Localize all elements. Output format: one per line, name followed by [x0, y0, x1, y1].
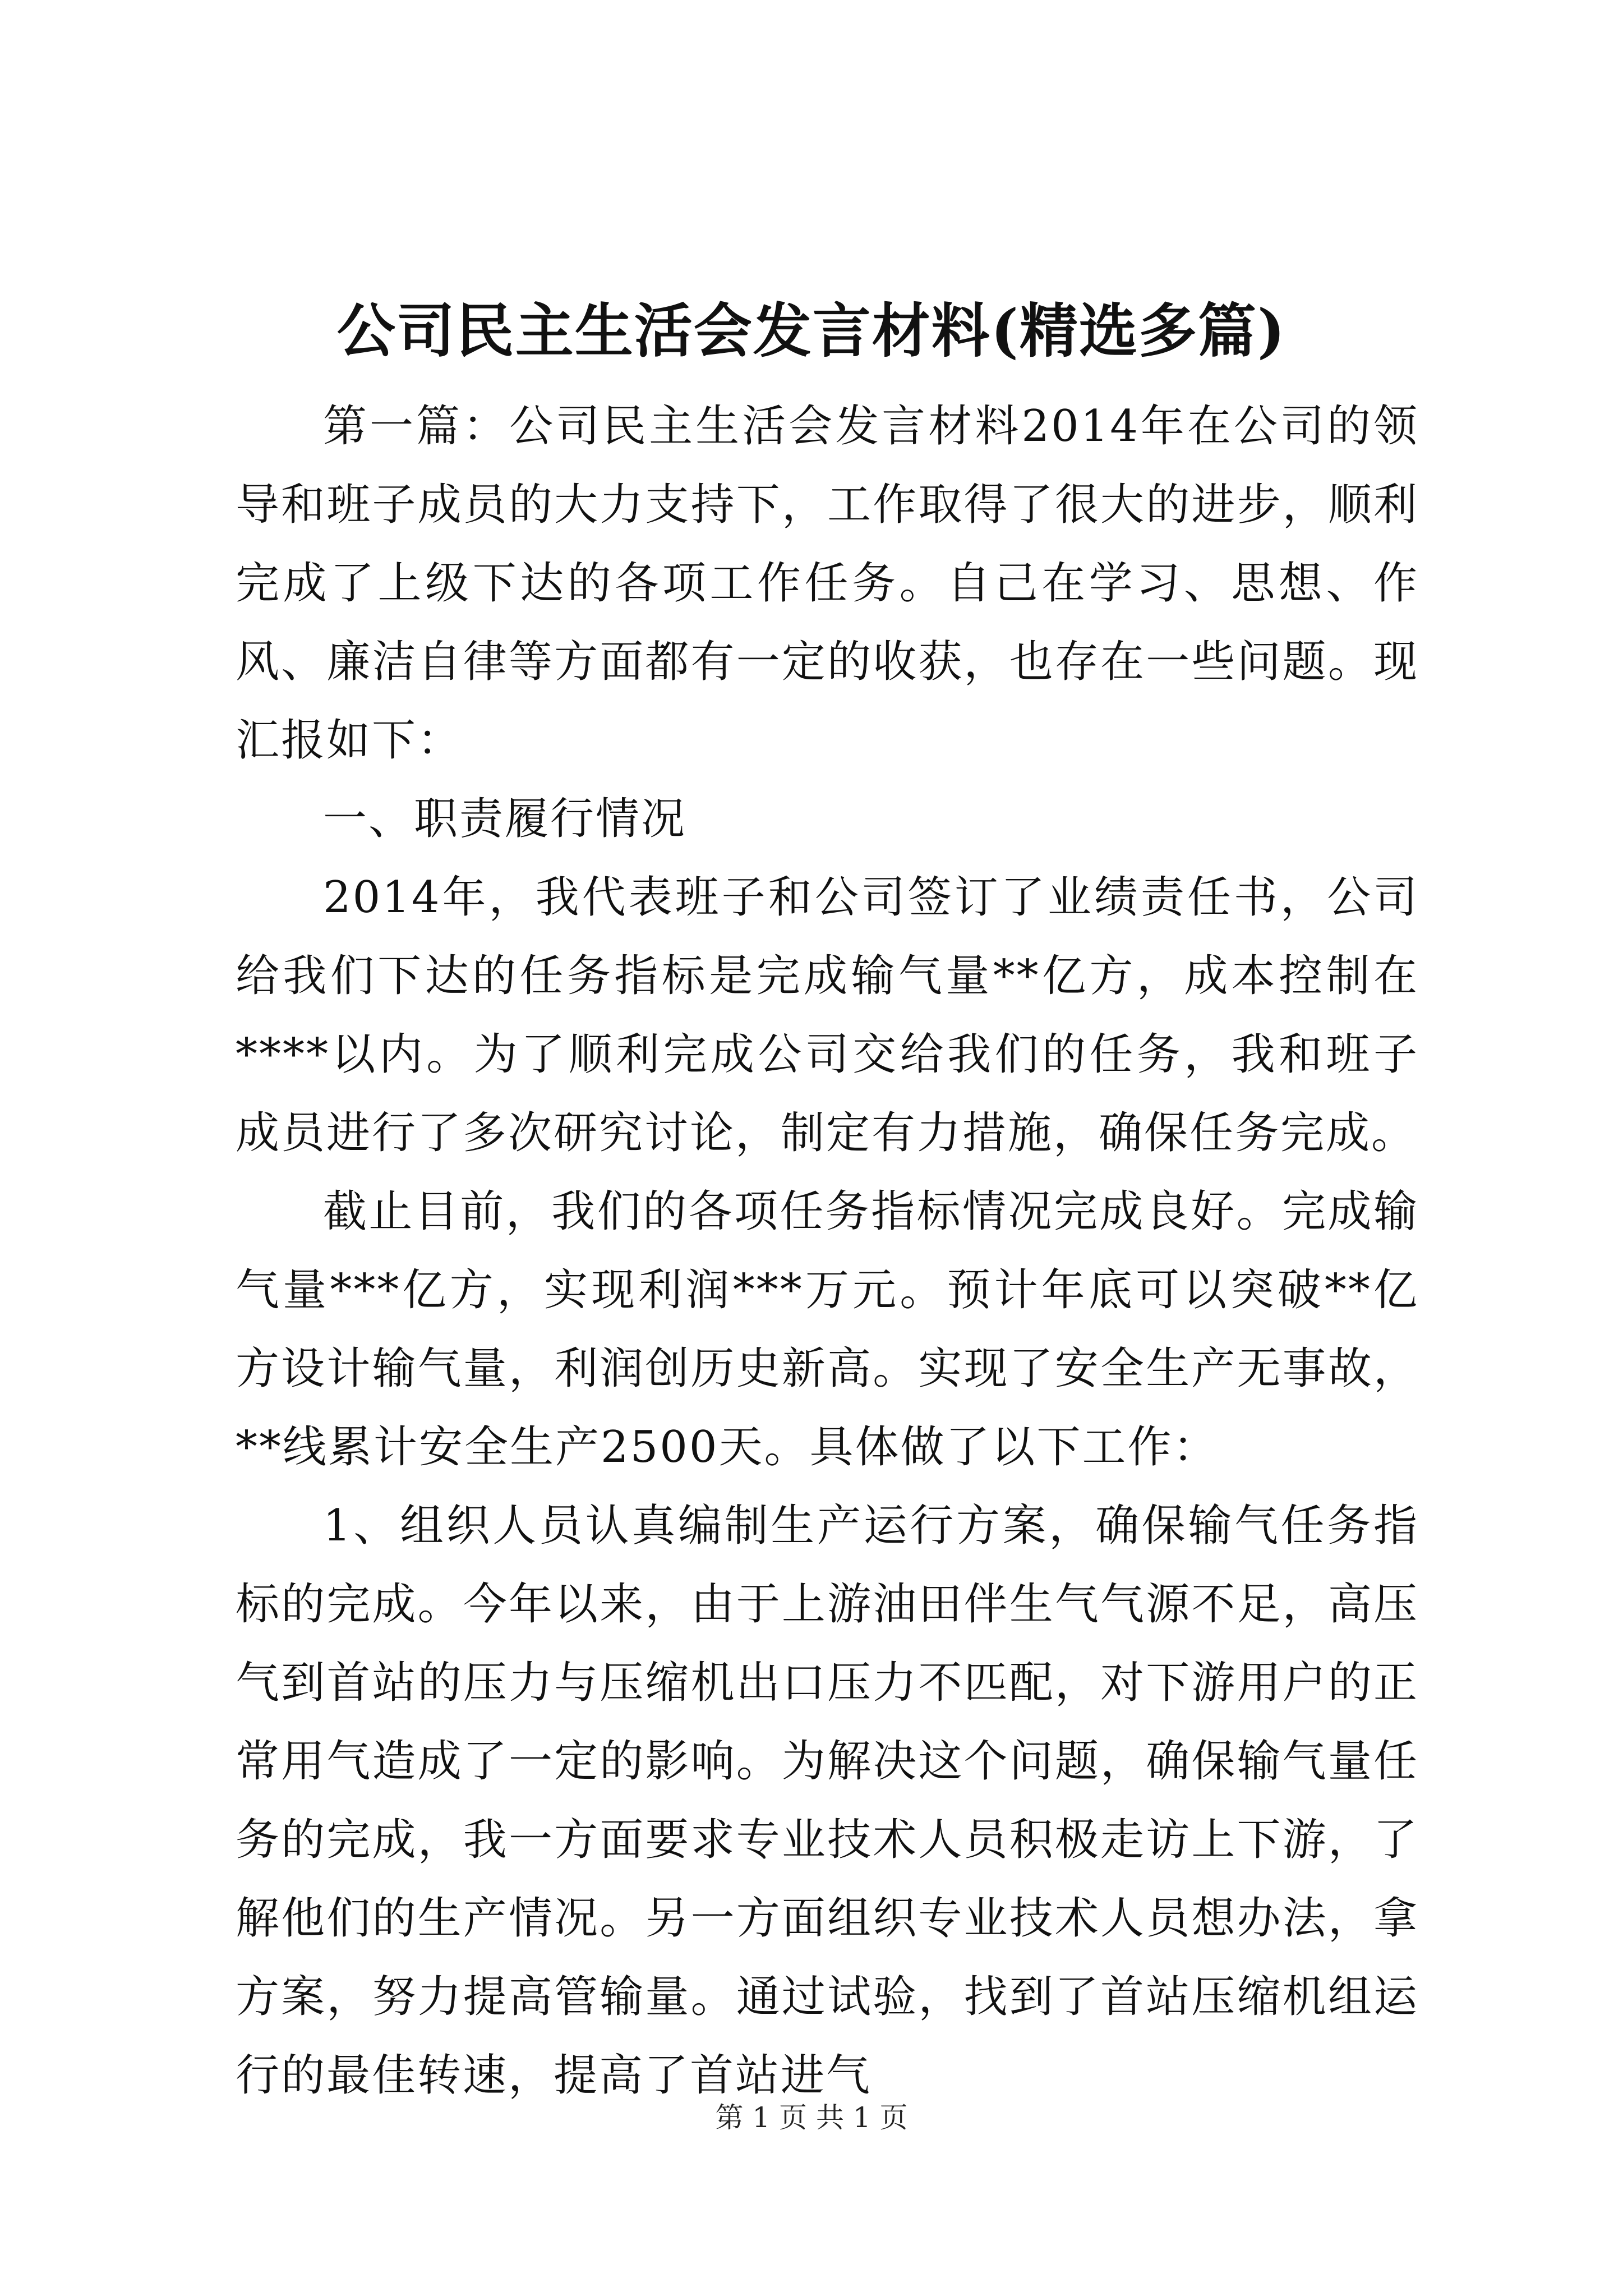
- document-title: 公司民主生活会发言材料(精选多篇): [336, 296, 1287, 365]
- page-footer: 第 1 页 共 1 页: [715, 2101, 908, 2134]
- paragraph-responsibility: 2014年，我代表班子和公司签订了业绩责任书，公司给我们下达的任务指标是完成输气量**亿方，成本控制在****以内。为了顺利完成公司交给我们的任务，我和班子成员进行了多次研究讨论，制定有力措施，确保任务完成。: [236, 872, 1419, 1158]
- document-body: [236, 387, 1419, 2115]
- paragraph-item-1: 1、组织人员认真编制生产运行方案，确保输气任务指标的完成。今年以来，由于上游油田伴生气气源不足，高压气到首站的压力与压缩机出口压力不匹配，对下游用户的正常用气造成了一定的影响。为解决这个问题，确保输气量任务的完成，我一方面要求专业技术人员积极走访上下游，了解他们的生产情况。另一方面组织专业技术人员想办法，拿方案，努力提高管输量。通过试验，找到了首站压缩机组运行的最佳转速，提高了首站进气: [236, 1501, 1419, 2101]
- paragraph-progress: 截止目前，我们的各项任务指标情况完成良好。完成输气量***亿方，实现利润***万元。预计年底可以突破**亿方设计输气量，利润创历史新高。实现了安全生产无事故，**线累计安全生产2500天。具体做了以下工作：: [236, 1186, 1419, 1473]
- paragraph-intro: 第一篇：公司民主生活会发言材料2014年在公司的领导和班子成员的大力支持下，工作取得了很大的进步，顺利完成了上级下达的各项工作任务。自己在学习、思想、作风、廉洁自律等方面都有一定的收获，也存在一些问题。现汇报如下：: [236, 401, 1419, 766]
- section-heading-duties: 一、职责履行情况: [323, 794, 687, 844]
